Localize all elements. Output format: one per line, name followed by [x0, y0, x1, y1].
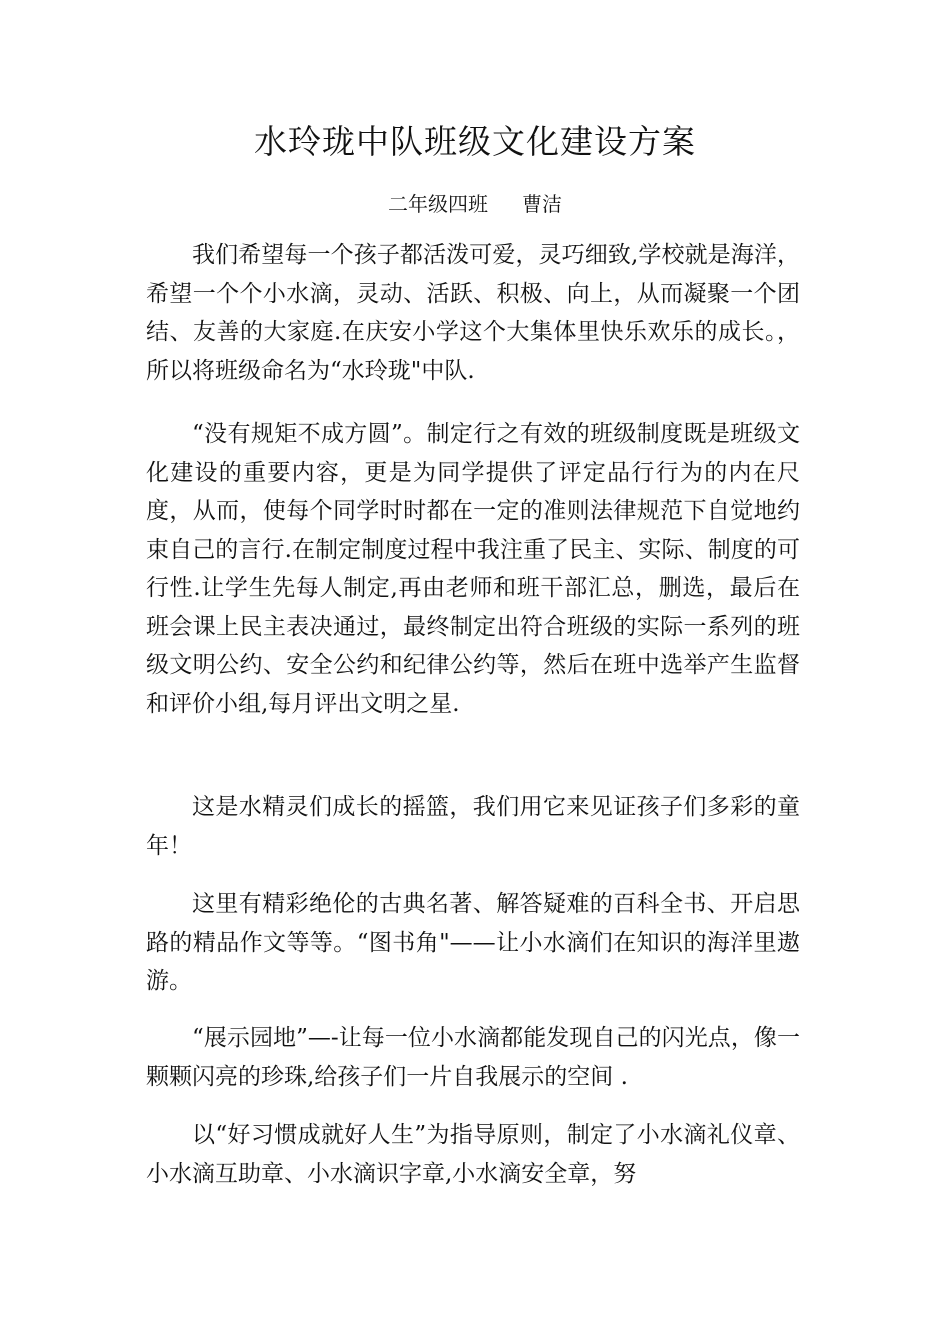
- paragraph-cradle: 这是水精灵们成长的摇篮，我们用它来见证孩子们多彩的童年！: [146, 794, 800, 859]
- paragraph-book-corner: 这里有精彩绝伦的古典名著、解答疑难的百科全书、开启思路的精品作文等等。“图书角"——让小水滴们在知识的海洋里遨游。: [146, 891, 800, 994]
- document-title: 水玲珑中队班级文化建设方案: [254, 122, 696, 161]
- paragraph-class-naming: 我们希望每一个孩子都活泼可爱，灵巧细致,学校就是海洋，希望一个个小水滴，灵动、活跃、积极、向上，从而凝聚一个团结、友善的大家庭.在庆安小学这个大集体里快乐欢乐的成长。，所以将班级命名为“水玲珑"中队.: [146, 242, 800, 384]
- paragraph-good-habits: 以“好习惯成就好人生”为指导原则，制定了小水滴礼仪章、小水滴互助章、小水滴识字章,小水滴安全章，努: [146, 1122, 800, 1187]
- paragraph-display-area: “展示园地”—-让每一位小水滴都能发现自己的闪光点，像一颗颗闪亮的珍珠,给孩子们一片自我展示的空间 .: [146, 1025, 800, 1090]
- author-name: 曹洁: [522, 192, 562, 216]
- byline: [0, 188, 950, 220]
- class-name: 二年级四班: [388, 192, 488, 216]
- paragraph-class-rules: “没有规矩不成方圆”。制定行之有效的班级制度既是班级文化建设的重要内容，更是为同学提供了评定品行行为的内在尺度，从而，使每个同学时时都在一定的准则法律规范下自觉地约束自己的言行.在制定制度过程中我注重了民主、实际、制度的可行性.让学生先每人制定,再由老师和班干部汇总，删选，最后在班会课上民主表决通过，最终制定出符合班级的实际一系列的班级文明公约、安全公约和纪律公约等，然后在班中选举产生监督和评价小组,每月评出文明之星.: [146, 421, 800, 717]
